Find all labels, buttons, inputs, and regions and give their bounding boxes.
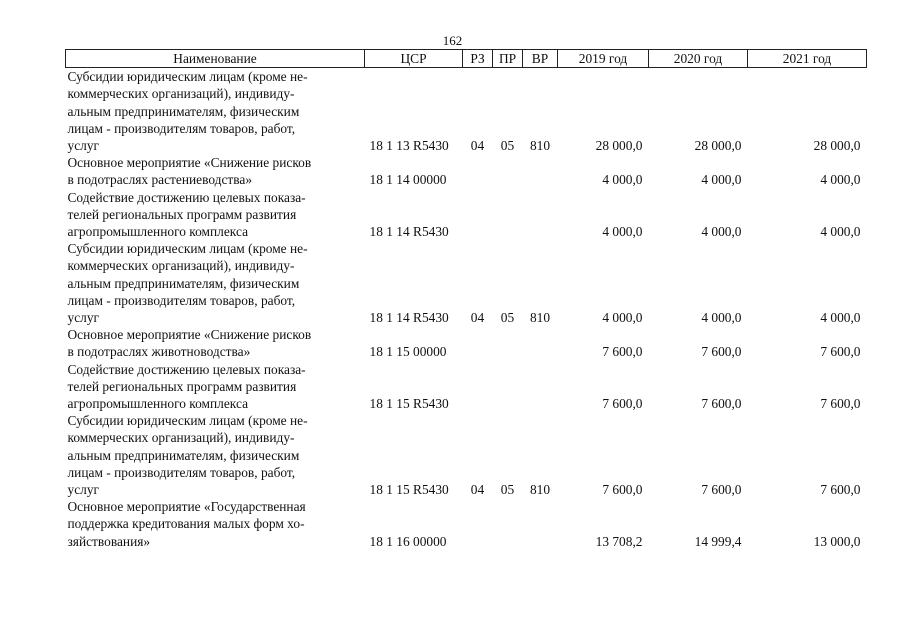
- row-rz: 04: [470, 482, 485, 498]
- row-vr: 810: [529, 310, 551, 326]
- row-pr: 05: [500, 310, 515, 326]
- table-body: [66, 68, 867, 550]
- row-2021: 4 000,0: [820, 172, 861, 188]
- row-name-line: зяйствования»: [67, 533, 151, 549]
- row-2021: 7 600,0: [820, 482, 861, 498]
- row-name-line: Субсидии юридическим лицам (кроме не-: [67, 241, 308, 257]
- header-rz: РЗ: [463, 50, 493, 68]
- row-name-line: в подотраслях животноводства»: [67, 344, 251, 360]
- row-vr: [523, 361, 558, 413]
- row-vr: [523, 326, 558, 360]
- row-csr: 18 1 16 00000: [369, 533, 447, 549]
- row-vr: 810: [529, 482, 551, 498]
- row-vr: 810: [529, 138, 551, 154]
- row-pr: [493, 498, 523, 550]
- table-row: [66, 498, 867, 550]
- row-2019: 7 600,0: [602, 396, 643, 412]
- row-name-line: коммерческих организаций), индивиду-: [67, 430, 295, 446]
- row-name-line: Субсидии юридическим лицам (кроме не-: [67, 413, 308, 429]
- header-pr: ПР: [493, 50, 523, 68]
- row-2020: 28 000,0: [694, 138, 742, 154]
- row-2020: 14 999,4: [694, 533, 742, 549]
- row-name: [66, 240, 365, 326]
- row-2021: 4 000,0: [820, 224, 861, 240]
- row-vr: [523, 154, 558, 188]
- row-rz: 04: [470, 310, 485, 326]
- header-row: [66, 50, 867, 68]
- row-2021: 13 000,0: [813, 533, 861, 549]
- row-2021: 4 000,0: [820, 310, 861, 326]
- row-csr: 18 1 14 R5430: [369, 224, 449, 240]
- row-name: [66, 361, 365, 413]
- row-pr: 05: [500, 482, 515, 498]
- row-2020: 7 600,0: [701, 396, 742, 412]
- row-rz: [463, 498, 493, 550]
- row-pr: [493, 154, 523, 188]
- budget-table: [65, 49, 867, 550]
- row-name-line: Субсидии юридическим лицам (кроме не-: [67, 69, 308, 85]
- row-csr: 18 1 15 R5430: [369, 482, 449, 498]
- header-2021: 2021 год: [748, 50, 867, 68]
- row-2019: 13 708,2: [595, 533, 643, 549]
- row-csr: 18 1 14 R5430: [369, 310, 449, 326]
- row-rz: [463, 189, 493, 241]
- row-name-line: услуг: [67, 482, 100, 498]
- row-name: [66, 498, 365, 550]
- row-pr: [493, 326, 523, 360]
- row-name: [66, 154, 365, 188]
- row-name-line: услуг: [67, 138, 100, 154]
- row-name-line: альным предпринимателям, физическим: [67, 275, 300, 291]
- row-csr: 18 1 15 R5430: [369, 396, 449, 412]
- row-rz: [463, 326, 493, 360]
- row-name-line: Основное мероприятие «Снижение рисков: [67, 155, 312, 171]
- table-header: [66, 50, 867, 68]
- table-row: [66, 361, 867, 413]
- row-2019: 7 600,0: [602, 344, 643, 360]
- row-rz: [463, 361, 493, 413]
- row-name-line: коммерческих организаций), индивиду-: [67, 258, 295, 274]
- page-number: 162: [442, 33, 463, 48]
- table-row: [66, 189, 867, 241]
- row-vr: [523, 498, 558, 550]
- row-pr: 05: [500, 138, 515, 154]
- row-name-line: Содействие достижению целевых показа-: [67, 361, 306, 377]
- row-2020: 4 000,0: [701, 224, 742, 240]
- row-name-line: телей региональных программ развития: [67, 378, 297, 394]
- row-name-line: Основное мероприятие «Снижение рисков: [67, 327, 312, 343]
- budget-table-container: [65, 49, 866, 550]
- row-2021: 28 000,0: [813, 138, 861, 154]
- table-row: [66, 326, 867, 360]
- row-name-line: агропромышленного комплекса: [67, 224, 249, 240]
- row-2019: 4 000,0: [602, 172, 643, 188]
- row-name-line: коммерческих организаций), индивиду-: [67, 86, 295, 102]
- header-2020: 2020 год: [649, 50, 748, 68]
- row-name: [66, 412, 365, 498]
- row-name-line: лицам - производителям товаров, работ,: [67, 464, 296, 480]
- row-2019: 28 000,0: [595, 138, 643, 154]
- header-2019: 2019 год: [558, 50, 649, 68]
- row-name-line: услуг: [67, 310, 100, 326]
- header-name: Наименование: [66, 50, 365, 68]
- row-name: [66, 189, 365, 241]
- row-2021: 7 600,0: [820, 344, 861, 360]
- row-name-line: в подотраслях растениеводства»: [67, 172, 253, 188]
- row-name-line: Основное мероприятие «Государственная: [67, 499, 306, 515]
- row-name: [66, 68, 365, 155]
- row-2019: 4 000,0: [602, 224, 643, 240]
- row-pr: [493, 189, 523, 241]
- row-name-line: поддержка кредитования малых форм хо-: [67, 516, 305, 532]
- row-name-line: Содействие достижению целевых показа-: [67, 189, 306, 205]
- row-2020: 7 600,0: [701, 482, 742, 498]
- row-name: [66, 326, 365, 360]
- header-csr: ЦСР: [365, 50, 463, 68]
- row-name-line: альным предпринимателям, физическим: [67, 447, 300, 463]
- row-csr: 18 1 14 00000: [369, 172, 447, 188]
- row-name-line: лицам - производителям товаров, работ,: [67, 120, 296, 136]
- row-csr: 18 1 13 R5430: [369, 138, 449, 154]
- table-row: [66, 240, 867, 326]
- table-row: [66, 68, 867, 155]
- row-2020: 7 600,0: [701, 344, 742, 360]
- table-row: [66, 154, 867, 188]
- row-rz: 04: [470, 138, 485, 154]
- row-vr: [523, 189, 558, 241]
- row-rz: [463, 154, 493, 188]
- row-2019: 7 600,0: [602, 482, 643, 498]
- row-csr: 18 1 15 00000: [369, 344, 447, 360]
- header-vr: ВР: [523, 50, 558, 68]
- row-name-line: лицам - производителям товаров, работ,: [67, 292, 296, 308]
- row-2020: 4 000,0: [701, 310, 742, 326]
- row-2020: 4 000,0: [701, 172, 742, 188]
- table-row: [66, 412, 867, 498]
- row-2019: 4 000,0: [602, 310, 643, 326]
- row-2021: 7 600,0: [820, 396, 861, 412]
- row-pr: [493, 361, 523, 413]
- row-name-line: агропромышленного комплекса: [67, 396, 249, 412]
- row-name-line: телей региональных программ развития: [67, 206, 297, 222]
- row-name-line: альным предпринимателям, физическим: [67, 103, 300, 119]
